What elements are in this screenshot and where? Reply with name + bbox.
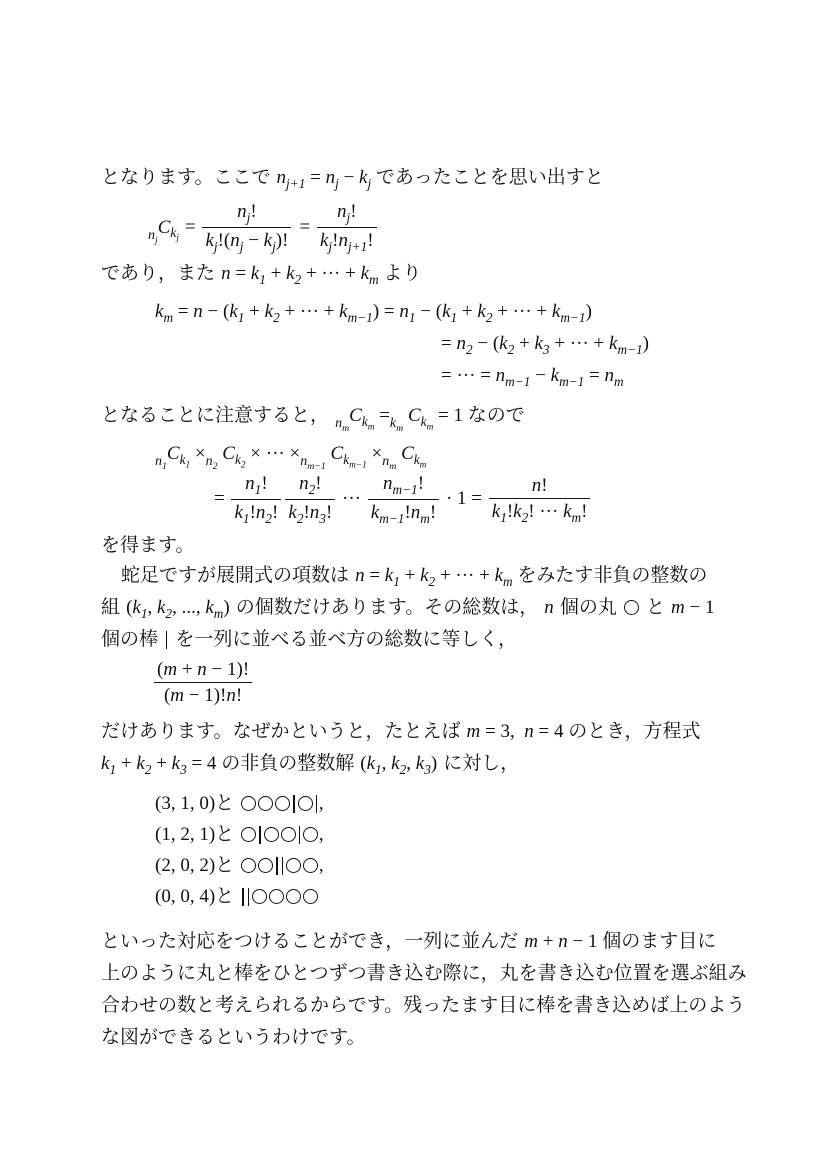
- circle-symbol: [303, 858, 318, 873]
- circle-symbol: [241, 858, 256, 873]
- example-row: (3, 1, 0)と ,: [155, 792, 324, 814]
- tuple: (1, 2, 1): [155, 824, 216, 845]
- equation: = $n_2 - (k_2 + k_3$ + ··· + $k_{m-1}$): [441, 333, 649, 357]
- text: の非負の整数解: [221, 752, 355, 774]
- math-inline: $n = k_1 + k_2$ + ··· + $k_m$: [355, 565, 513, 589]
- math-inline: n: [544, 597, 554, 618]
- equation: = ··· = $n_{m-1} - k_{m-1} = n_m$: [441, 365, 624, 389]
- bar-symbol: [316, 795, 317, 813]
- bar-symbol: [282, 857, 283, 875]
- text: をみたす非負の整数の: [517, 564, 708, 586]
- equation: $k_m = n - (k_1 + k_2$ + ··· + $k_{m-1}) = n_1 - (k_1 + k_2$ + ··· + $k_{m-1}$): [155, 301, 592, 325]
- text: 個の棒: [101, 628, 159, 650]
- text: であったことを思い出すと: [375, 166, 604, 188]
- math-inline: m + n − 1: [524, 931, 598, 952]
- text: と: [215, 823, 235, 845]
- circle-symbol: [624, 600, 639, 615]
- text: を一列に並べる並べ方の総数に等しく，: [175, 628, 518, 650]
- circle-symbol: [286, 858, 301, 873]
- text: を得ます。: [101, 534, 195, 556]
- text: であり，また: [101, 262, 216, 284]
- text: な図ができるというわけです。: [101, 1026, 366, 1048]
- equation: $\frac{(m + n - 1)!}{(m - 1)!n!}$: [152, 660, 254, 705]
- math-inline: ($k_1$, $k_2$, ..., $k_m$): [126, 597, 230, 621]
- text-line: [101, 264, 421, 286]
- text: 蛇足ですが展開式の項数は: [121, 564, 350, 586]
- math-inline: $n_{j+1} = n_j - k_j$: [276, 167, 372, 191]
- bar-symbol: [293, 795, 294, 813]
- example-row: [155, 887, 319, 906]
- text-line: [101, 630, 517, 649]
- text: だけあります。なぜかというと，たとえば: [101, 720, 461, 742]
- text: 個の丸: [559, 596, 617, 618]
- text-line: [101, 754, 519, 776]
- equation: $_{n_j}C_{k_j}$ = $\frac{n_j!}{k_j!(n_j - k_j)!}$ = $\frac{n_j!}{k_j!n_{j+1}!}$: [148, 202, 379, 253]
- text-line: [121, 566, 707, 588]
- tuple: (2, 0, 2): [155, 855, 216, 876]
- circle-symbol: [298, 796, 313, 811]
- text: のとき，方程式: [568, 720, 701, 742]
- text: 合わせの数と考えられるからです。残ったます目に棒を書き込めば上のよう: [101, 994, 746, 1016]
- circle-symbol: [264, 827, 279, 842]
- math-inline: $n = k_1 + k_2$ + ··· + $k_m$: [221, 263, 379, 287]
- bar-symbol: [259, 826, 260, 844]
- circle-symbol: [303, 889, 318, 904]
- circle-symbol: [303, 827, 318, 842]
- math-inline: $_{n_m}C_{k_m} =_{k_m}$ $C_{k_m} = 1$: [335, 405, 463, 434]
- bar-symbol: [299, 826, 300, 844]
- text: の個数だけあります。その総数は，: [235, 596, 539, 618]
- bar-symbol: [166, 631, 167, 649]
- text: より: [383, 262, 422, 284]
- circle-symbol: [269, 889, 284, 904]
- math-inline: m = 3, n = 4: [466, 721, 564, 742]
- text-line: [101, 964, 747, 983]
- equation: = $\frac{n_1!}{k_1!n_2!}$ $\frac{n_2!}{k_2!n_3!}$ ··· $\frac{n_{m-1}!}{k_{m-1}!n_m!}$ · 1 = $\frac{n!}{k_1!k_2! \cdot\cdot\cdot k_m!}$: [214, 474, 592, 525]
- text-line: [101, 1028, 365, 1047]
- text: となることに注意すると，: [101, 404, 330, 426]
- text: 上のように丸と棒をひとつずつ書き込む際に，丸を書き込む位置を選ぶ組み: [101, 962, 747, 984]
- text: なので: [467, 404, 525, 426]
- circle-symbol: [286, 889, 301, 904]
- text-line: [101, 722, 700, 741]
- text-line: [101, 996, 745, 1015]
- example-row: (2, 0, 2)と ,: [155, 854, 324, 876]
- bar-symbol: [248, 888, 249, 906]
- circle-symbol: [241, 796, 256, 811]
- circle-symbol: [275, 796, 290, 811]
- text-line: [101, 406, 525, 433]
- text-line: [101, 536, 194, 555]
- circle-symbol: [258, 858, 273, 873]
- text-line: [101, 168, 604, 190]
- bar-symbol: [276, 857, 277, 875]
- text: 組: [101, 596, 121, 618]
- math-inline: m − 1: [671, 597, 715, 618]
- circle-symbol: [252, 889, 267, 904]
- bar-symbol: [242, 888, 243, 906]
- tuple: (3, 1, 0): [155, 793, 216, 814]
- text-line: [101, 932, 716, 951]
- text: といった対応をつけることができ，一列に並んだ: [101, 930, 519, 952]
- text: に対し，: [443, 752, 520, 774]
- equation: $_{n_1}C_{k_1} \times_{n_2}$ $C_{k_2}$ × ··· $\times_{n_{m-1}}$ $C_{k_{m-1}} \times_{n_m}$ $C_{k_m}$: [155, 443, 427, 472]
- example-row: (1, 2, 1)と ,: [155, 823, 324, 845]
- circle-symbol: [241, 827, 256, 842]
- text-line: [101, 598, 714, 620]
- text: と: [215, 885, 235, 907]
- math-inline: ($k_1$, $k_2$, $k_3$): [360, 753, 438, 777]
- text: と: [215, 792, 235, 814]
- circle-symbol: [258, 796, 273, 811]
- tuple: (0, 0, 4): [155, 886, 216, 907]
- text: と: [215, 854, 235, 876]
- text: となります。ここで: [101, 166, 271, 188]
- text: と: [645, 596, 665, 618]
- circle-symbol: [281, 827, 296, 842]
- math-inline: $k_1 + k_2 + k_3 = 4$: [101, 753, 217, 777]
- text: 個のます目に: [602, 930, 717, 952]
